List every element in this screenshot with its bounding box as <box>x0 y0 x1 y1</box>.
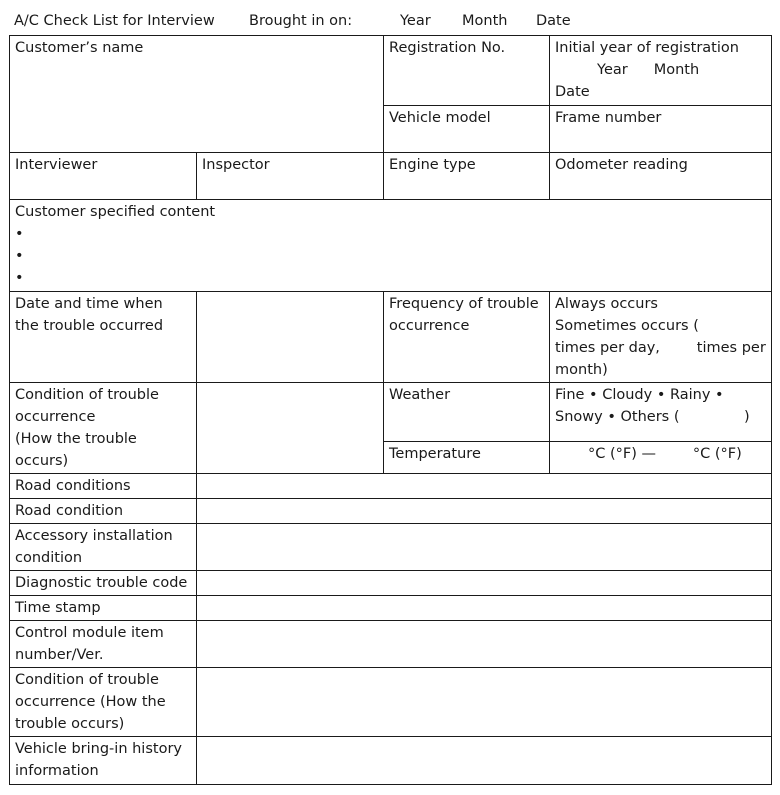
customer-specified-cell[interactable] <box>10 200 772 292</box>
temperature-value-cell[interactable] <box>550 442 772 474</box>
condition-how-label-cell <box>10 668 197 737</box>
brought-in-year: Year <box>400 13 431 29</box>
condition-how-value-cell[interactable] <box>197 668 772 737</box>
road-conditions-label: Road conditions <box>15 478 131 494</box>
accessory-label: Accessory installation condition <box>15 528 173 566</box>
inspector-cell[interactable] <box>197 153 384 200</box>
accessory-label-cell <box>10 524 197 571</box>
frequency-always: Always occurs <box>555 296 658 312</box>
customer-name-cell[interactable] <box>10 36 384 153</box>
weather-options-cell[interactable] <box>550 383 772 442</box>
initial-year-cell[interactable] <box>550 36 772 106</box>
registration-no-cell[interactable] <box>384 36 550 106</box>
time-stamp-label-cell <box>10 596 197 621</box>
temperature-label: Temperature <box>389 446 481 462</box>
bullet-point: • <box>15 248 24 264</box>
initial-year-label: Initial year of registration <box>555 40 739 56</box>
brought-in-label: Brought in on: <box>249 13 353 29</box>
odometer-label: Odometer reading <box>555 157 688 173</box>
frame-number-cell[interactable] <box>550 106 772 153</box>
weather-label-cell <box>384 383 550 442</box>
interviewer-label: Interviewer <box>15 157 98 173</box>
temperature-label-cell <box>384 442 550 474</box>
condition-label-cell <box>10 383 197 474</box>
inspector-label: Inspector <box>202 157 270 173</box>
bullet-point: • <box>15 226 24 242</box>
date-time-label-cell <box>10 292 197 383</box>
temperature-range: °C (°F) — °C (°F) <box>588 446 742 462</box>
check-list-table <box>9 35 772 785</box>
brought-in-date: Date <box>536 13 571 29</box>
history-label-cell <box>10 737 197 785</box>
time-stamp-label: Time stamp <box>15 600 101 616</box>
history-value-cell[interactable] <box>197 737 772 785</box>
odometer-cell[interactable] <box>550 153 772 200</box>
dtc-label-cell <box>10 571 197 596</box>
initial-year-year: Year <box>597 62 628 78</box>
initial-year-month: Month <box>653 62 700 78</box>
frequency-sometimes: Sometimes occurs ( <box>555 318 699 334</box>
vehicle-model-label: Vehicle model <box>389 110 491 126</box>
customer-name-label: Customer’s name <box>15 40 144 56</box>
engine-type-cell[interactable] <box>384 153 550 200</box>
condition-value-cell[interactable] <box>197 383 384 474</box>
frequency-times: times per day, times per month) <box>555 340 771 378</box>
control-module-value-cell[interactable] <box>197 621 772 668</box>
accessory-value-cell[interactable] <box>197 524 772 571</box>
frequency-label: Frequency of trouble occurrence <box>389 296 539 334</box>
engine-type-label: Engine type <box>389 157 476 173</box>
form-header <box>14 13 774 35</box>
condition-label: Condition of trouble occurrence (How the trouble occurs) <box>15 387 159 469</box>
weather-label: Weather <box>389 387 451 403</box>
road-condition-label: Road condition <box>15 503 124 519</box>
dtc-value-cell[interactable] <box>197 571 772 596</box>
frequency-label-cell <box>384 292 550 383</box>
road-condition-value-cell[interactable] <box>197 499 772 524</box>
condition-how-label: Condition of trouble occurrence (How the trouble occurs) <box>15 672 166 732</box>
date-time-label: Date and time when the trouble occurred <box>15 296 164 334</box>
road-conditions-label-cell <box>10 474 197 499</box>
form-title: A/C Check List for Interview <box>14 13 215 29</box>
frequency-value-cell[interactable] <box>550 292 772 383</box>
customer-specified-label: Customer specified content <box>15 204 216 220</box>
initial-year-date: Date <box>555 84 590 100</box>
road-conditions-value-cell[interactable] <box>197 474 772 499</box>
dtc-label: Diagnostic trouble code <box>15 575 188 591</box>
interviewer-cell[interactable] <box>10 153 197 200</box>
control-module-label-cell <box>10 621 197 668</box>
date-time-value-cell[interactable] <box>197 292 384 383</box>
road-condition-label-cell <box>10 499 197 524</box>
weather-options: Fine • Cloudy • Rainy • Snowy • Others ( ) <box>555 387 750 425</box>
frame-number-label: Frame number <box>555 110 662 126</box>
time-stamp-value-cell[interactable] <box>197 596 772 621</box>
registration-no-label: Registration No. <box>389 40 506 56</box>
vehicle-model-cell[interactable] <box>384 106 550 153</box>
history-label: Vehicle bring-in history information <box>15 741 182 779</box>
brought-in-month: Month <box>462 13 508 29</box>
control-module-label: Control module item number/Ver. <box>15 625 164 663</box>
bullet-point: • <box>15 270 24 286</box>
